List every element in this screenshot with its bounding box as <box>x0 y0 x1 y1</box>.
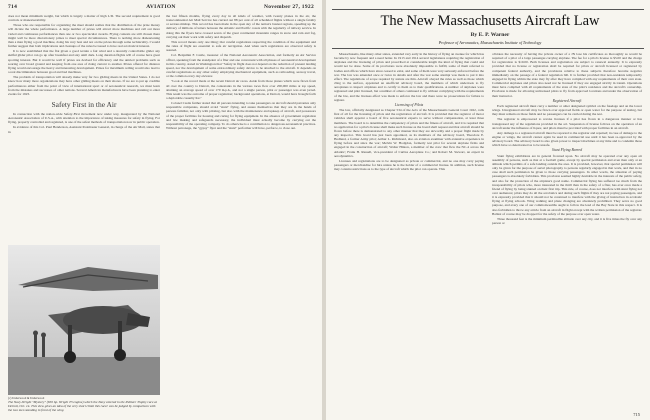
paragraph: Three thousand feet is the minimum permissible altitude over any city, and it is five times the fly over any person or <box>492 216 642 226</box>
paragraph: Stunt flying exhibitions are in general frowned upon. No aircraft may be operated over any open air assembly of persons, such as that at a football game, except by special permission and even then only at an altitude which permits of a safe landing outside the area. It is provided, however, that special permission will only be given for the purpose of aerial photography to persons regularly engaged in that work, and that in no case shall such permission be given to those carrying passengers. In other words, the situation of paying passengers is absolutely forbidden. This provision seemed highly desirable in the interests of the public safety, and also for the protection of the airplane's good name. Commercial flying has suffered too much from the irresponsibility of pilots who, more interested in the thrill than in the safety of a flier, has ever once made a friend of flying by being stunted on their first trip. This rule, of course, does not interfere with stunt flying not over audiences; pilots may do all the acrobatics and daring such flights if they are not paying passengers, and it is expressly provided that it should not be construed to interfere with the giving of instruction in acrobatic flying at flying schools. Wing walking and plane changing are absolutely prohibited. They serve no good purpose, and every one of our commonwealths ought to follow the lead of the Bay State in this respect. It is also forbidden to throw any article from an aircraft in flight except with the written permission of the registrar. Ballast of course may be dropped for the safety of the purpose over open water. <box>492 153 642 216</box>
paragraph: Col. Benjamin F. Castle, treasurer of the National Aeronautic Association, and formerly an Air Service officer, speaking from the standpoint of a flier and one conversant with all phases of aeronautical development in this country, stated in Washington that "Safety in flight does not depend on the reduction of present landing speed, nor the development of some extraordinary safety device to be attached to the aircraft. It depends on careful regulations as any other safety employing mechanical equipment, such as railroading, seaway travel, or the common every day elevator. <box>166 53 316 79</box>
paragraph: "Look at the record made at the recent Detroit air races. Aside from those planes which were flown from all over the country to Detroit, the contestants in the various races flew over 200,000 miles at top speed, attaining an average speed of over 170 m.p.h., and not a single person, pilot or passenger was even jarred. This result was the outcome of proper regulation; background operations, at Detroit, would have brought forth a deplorable casualty list." <box>166 79 316 100</box>
paragraph: Colonel Castle further stated that all persons intending to take passengers on aircraft should patronize only responsible companies, should avoid "stunt" flying, and assure themselves that they are in the hands of persons familiar, not only with piloting, but also with the maintenance and upkeep of aircraft, and possessors of the proper facilities for housing and caring for flying equipment. In the absence of government regulation and law making and safeguards necessary, the individual must actually become by carrying out the responsibility of the operating company. To do otherwise is a contribution to dangerous aeronautical practices. Without patronage, the "gypsy" flyer and the "stunt" performer will have, perforce, to close out. <box>166 101 316 131</box>
paragraph: The registrar is empowered to revoke licenses if a pilot has flown in a dangerous manner or has transgressed any of the regulations provided in the act. Suspension of license follows on the operation of an aircraft under the influence of liquor, and pilots must be provided with proper facilities in an aircraft. <box>492 117 642 130</box>
paragraph: obviates the necessity of having the private owner of a JN lose his certificates as thoroughly as would be required of a pilot of a large passenger-carrying airplane. The fee for a pilot's license is $5.00 and the charge for registration is $10.00. Both licenses and registration are subject to renewal annually. It is expressly provided that no license or registration shall be required for pilots or aircraft licensed or registered by competent federal authority, and the provisions relative to these subjects therefore become negative immediately on the passage of a federal regulation bill. It is further provided that non-residents temporarily engaged in flying within the state may fly after they have complied with any requirements of their own state. Commercial airplanes and pilots also need not be licensed if they are engaged strictly in transit. Operations must have complied with all requirements of the state of the pilot's residence and the aircraft's ownership. Provision is made for allowing unlicensed pilots to fly from approved locations and under the observation of their instructor. <box>492 52 642 98</box>
page-number: 714 <box>8 4 18 10</box>
running-title: AVIATION <box>146 4 176 10</box>
top-rule <box>332 9 644 10</box>
issue-date: November 27, 1922 <box>263 4 314 10</box>
right-column-2 <box>492 52 642 226</box>
paragraph: In connection with the nation-wide Safety-First movement now under way, inaugurated by the National Aeronautic Association of U.S.A., with attention to the importance of taking measures for safety in flying. For flying, properly controlled and regulated, is one of the safest methods of transportation now in public operation. <box>8 111 160 125</box>
paragraph: does not mean minimum weight, but which is largely a matter of high L/D. The second requirement is good controls or maneuverability. <box>8 14 160 23</box>
left-column-2 <box>166 14 316 131</box>
article-title: The New Massachusetts Aircraft Law <box>380 13 600 29</box>
byline: By E. P. Warner <box>470 32 510 38</box>
author-affiliation: Professor of Aeronautics, Massachusetts Institute of Technology <box>438 40 542 45</box>
left-column-1 <box>8 14 160 135</box>
paragraph: Each registered aircraft must carry a number or other designated symbol on the fuselage and on the lower wings. Unregistered aircraft may be flown over approved fields or open water for the purpose of testing, but they must remain on those fields and no passengers can be carried during the test. <box>492 103 642 117</box>
paragraph: Licenses and registrations are to be designated as private or commercial, and no one may carry paying passengers or merchandise for hire unless he is the holder of a commercial license. In addition, such license may contain restrictions as to the type of aircraft which the pilot can operate. This <box>334 158 484 172</box>
paragraph: The law, officially designated as Chapter 534 of the Acts of the Massachusetts General Court 1922, calls first of all for the licensing of pilots and the registration of aircraft. It is provided that the registrar of motor vehicles shall appoint a board of five aeronautical experts to serve without compensation, at least three members. The board is to determine the competency of pilots and the fitness of aircraft, and it is required that no application for a pilot's license shall make such license as the board shall request and that aircraft should be flown before there is demonstrated to any other manner that they are airworthy and a proper flight made by any inspector. This board has just been appointed, as its members of the advisory board, Theodore E. Hedlund, a former Army pilot; Arthur L. Richmond, also an aviation examiner with extensive experience in flying before and since the war; Melvin W. Hodgdon, formerly test pilot for several airplane firms and engaged in the construction of aircraft; Walter Hinton, a member of the crew that flew the NC-4 across the Atlantic; Frank H. Russell, vice-president of Curtiss Aeroplane Co.; and Robert M. Stewart, an expert in aerodynamics. <box>334 108 484 158</box>
subhead-stunt: Stunt Flying Barred <box>551 148 583 153</box>
photo-credit: (c) Underwood & Underwood <box>8 396 45 400</box>
page-number: 715 <box>633 412 640 417</box>
right-column-1 <box>334 52 484 172</box>
subhead-registered: Registered Aircraft <box>552 98 582 103</box>
photo-caption <box>8 396 160 412</box>
caption-text: The Navy-Wright "Mystery" (650 hp. Wright T3 engine) which the Navy entered in the Pulitzer Trophy race at Detroit, Oct. 14. This view gives an idea of the very short climb this racer can be judged by comparison with the two men standing in front of the wing <box>8 400 157 413</box>
section-title: Safety First in the Air <box>51 99 117 109</box>
paragraph: Those who are responsible for organizing the meet should realize that the distribution of the prize money will dictate the whole performance. A large number of prizes will attract more machines and call out more varied and continuous performances than one or two spectacular awards. Flying contests are still chosen there might well be more discretionary prizes to meet special circumstances. There is nothing more disheartening than a man flying a good machine, doing his very best and not on the prizes through some technicality. I would further suggest that both triplications and cleanups of the rules be issued to have real acrobatical interest. <box>8 23 160 49</box>
right-page <box>326 0 650 420</box>
paragraph: Any damage to a registered aircraft must be reported to the registrar and repaired; in case of damage to the engine or wings, the aircraft cannot again be used in commercial use until it has been re-approved by the advisory board. The advisory board is also given power to inspect machines at any time and to condemn those which have so deteriorated as to be unsafe. <box>492 130 642 148</box>
paragraph: The problem of transportation will already make very far two gliding meets in the United States. I do not know how many more organizations may have other gliding meets on their shores. If we are to put up credible performances either from the point of view of international sport or of aeronautical research, we must learn from the mistakes and successes of other nations. Several American manufacturers have been planning to enter events for 1923. <box>8 75 160 96</box>
left-page <box>0 0 322 420</box>
paragraph: It is now established that the flat given a good terrain a fair wind and a decently controllable glider any skilful glider pilot can go up after breakfast and stay until dark. Long duration flights will of course have great sporting interest. But it would be well if prizes are devised for efficiency and the untried problems such as soaring over broad ground and keeping from one area of rising current to another. Prizes offered for distance flying would encourage the heavy and interesting development. Prizes for maximum ceiling would also lead to a real discrimination between good and bad machines. <box>8 49 160 75</box>
navy-wright-racer-photo <box>8 245 160 395</box>
paragraph: Massachusetts, like many other states, extended very early in the history of flying an avenue for which has become by now frequent and a need better. In 1913 and 1914 several legislatures requiring the registration of airplanes and the licensing of pilots and proscribed at considerable length the kind of flying that could and would not be done. Some of its provisions were absolutely impossible to fulfill, some of them referred to bodies and offices which have since ceased to exist, and some of them were very seriously enforced before the war. The law was amended once or twice in details and after the war some attempt was made to put it into effect. The regulations of scope required by statute are thin. Aircraft obeyed the rules as well as those which cling to the surface, appointed an unofficial advisory board, the members of which undertook to fly aeroplanes to inspect airplanes and to certify to them as to their qualifications. A number of airplanes were registered and pilot licensed, but a number of others continued to fly without complying with the requirements of the law, and the licenses effect was made to enforce the law and there were no prosecutions for failure to register. <box>334 52 484 102</box>
paragraph: the last fifteen months, flying every day in all kinds of weather, with twenty planes in the air, the transcontinental Air Mail Service has carried out 88 per cent of all scheduled flights without a single fatality or serious mishap. This record has been made in the open sky of the nation's busiest regions, speeding up the delivery of millions of letters between the Atlantic and Pacific coasts with the regularity of railway service. In doing this the flyers have crossed seven of the great continental mountain ranges in snow and rain and fog, carrying out their work with safety and dispatch. <box>166 14 316 39</box>
paragraph: This record means only one thing; that careful regulations respecting the condition of the equipment and the rules of flight are essential to safe air navigation. And when such regulations are observed safety is assured. <box>166 39 316 53</box>
subhead-licensing: Licensing of Pilots <box>394 102 424 107</box>
paragraph: In evidence of this Col. Paul Henderson, Assistant Postmaster General, in charge of the Air Mail, states that in <box>8 125 160 134</box>
title-rule <box>332 48 644 49</box>
